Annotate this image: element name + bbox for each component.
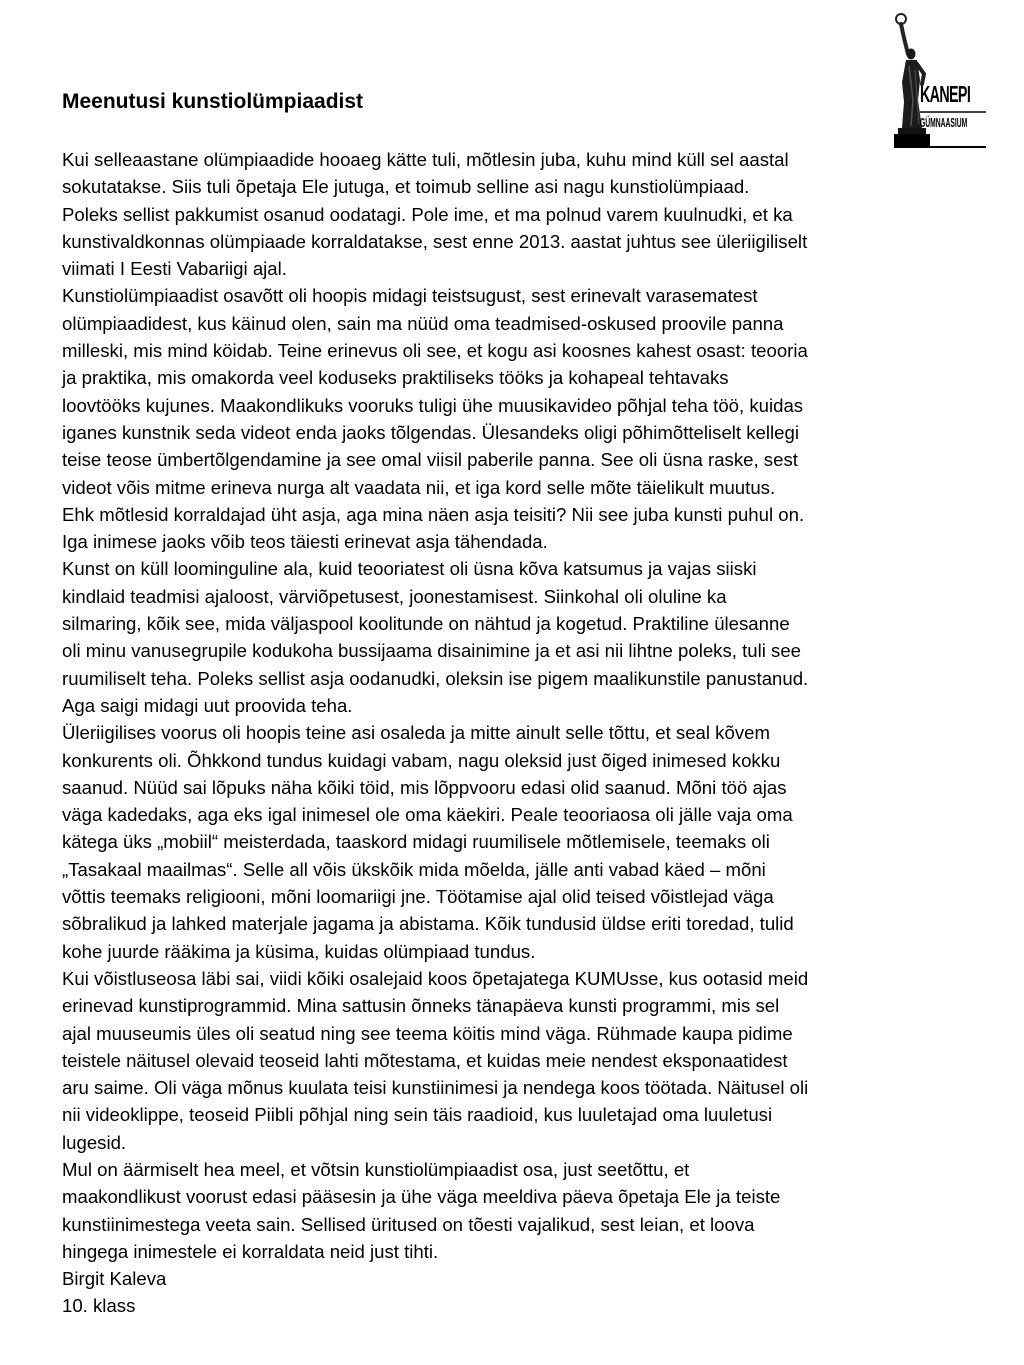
text-line: Mul on äärmiselt hea meel, et võtsin kunstiolümpiaadist osa, just seetõttu, et xyxy=(62,1158,690,1180)
text-line: kohe juurde rääkima ja küsima, kuidas olümpiaad tundus. xyxy=(62,940,536,962)
text-line: silmaring, kõik see, mida väljaspool koolitunde on nähtud ja kogetud. Praktiline ülesanne xyxy=(62,613,790,635)
text-line: „Tasakaal maailmas“. Selle all võis ükskõik mida mõelda, jälle anti vabad käed – mõni xyxy=(62,858,766,880)
text-line: 10. klass xyxy=(62,1295,136,1317)
text-line: Birgit Kaleva xyxy=(62,1268,167,1290)
text-line: Kunst on küll loominguline ala, kuid teooriatest oli üsna kõva katsumus ja vajas siiski xyxy=(62,558,757,580)
text-line: Ehk mõtlesid korraldajad üht asja, aga mina näen asja teisiti? Nii see juba kunsti puhul on. xyxy=(62,503,805,525)
logo-subtitle: GÜMNAASIUM xyxy=(920,115,968,130)
text-line: erinevad kunstiprogrammid. Mina sattusin õnneks tänapäeva kunsti programmi, mis sel xyxy=(62,995,780,1017)
text-line: kunstivaldkonnas olümpiaade korraldatakse, sest enne 2013. aastat juhtus see üleriigiliselt xyxy=(62,230,808,252)
text-line: Üleriigilises voorus oli hoopis teine asi osaleda ja mitte ainult selle tõttu, et seal kõvem xyxy=(62,722,770,744)
text-line: kätega üks „mobiil“ meisterdada, taaskord midagi ruumilisele mõtlemisele, teemaks oli xyxy=(62,831,770,853)
text-line: iganes kunstnik seda videot enda jaoks tõlgendas. Ülesandeks oligi põhimõtteliselt kellegi xyxy=(62,421,799,443)
text-line: Poleks sellist pakkumist osanud oodatagi. Pole ime, et ma polnud varem kuulnudki, et ka xyxy=(62,203,793,225)
logo-name: KANEPI xyxy=(920,81,971,107)
text-line: Iga inimese jaoks võib teos täiesti erinevat asja tähendada. xyxy=(62,531,548,553)
text-line: Kui võistluseosa läbi sai, viidi kõiki osalejaid koos õpetajatega KUMUsse, kus ootasid meid xyxy=(62,967,809,989)
text-line: hingega inimestele ei korraldata neid just tihti. xyxy=(62,1240,439,1262)
school-logo xyxy=(882,10,992,150)
article-body xyxy=(62,146,982,1320)
text-line: ruumiliselt teha. Poleks sellist asja oodanudki, oleksin ise pigem maalikunstile panustanud. xyxy=(62,667,809,689)
text-line: Aga saigi midagi uut proovida teha. xyxy=(62,694,353,716)
text-line: Kunstiolümpiaadist osavõtt oli hoopis midagi teistsugust, sest erinevalt varasematest xyxy=(62,285,758,307)
text-line: ajal muuseumis üles oli seatud ning see teema köitis mind väga. Rühmade kaupa pidime xyxy=(62,1022,793,1044)
text-line: loovtööks kujunes. Maakondlikuks vooruks tuligi ühe muusikavideo põhjal teha töö, kuidas xyxy=(62,394,804,416)
text-line: videot võis mitme erineva nurga alt vaadata nii, et iga kord selle mõte täielikult muutus. xyxy=(62,476,776,498)
text-line: oli minu vanusegrupile kodukoha bussijaama disainimine ja et asi nii lihtne poleks, tuli see xyxy=(62,640,802,662)
text-line: sokutatakse. Siis tuli õpetaja Ele jutuga, et toimub selline asi nagu kunstiolümpiaad. xyxy=(62,176,750,198)
text-line: nii videoklippe, teoseid Piibli põhjal ning sein täis raadioid, kus luuletajad oma luuletusi xyxy=(62,1104,773,1126)
text-line: sõbralikud ja lahked materjale jagama ja abistama. Kõik tundusid üldse eriti toredad, tulid xyxy=(62,913,794,935)
text-line: Kui selleaastane olümpiaadide hooaeg kätte tuli, mõtlesin juba, kuhu mind küll sel aastal xyxy=(62,149,789,170)
page-title: Meenutusi kunstiolümpiaadist xyxy=(62,90,364,113)
text-line: teistele näitusel olevaid teoseid lahti mõtestama, et kuidas meie nendest eksponaatidest xyxy=(62,1049,788,1071)
text-line: võttis teemaks religiooni, mõni loomariigi jne. Töötamise ajal olid teised võistlejad väga xyxy=(62,886,774,908)
text-line: ja praktika, mis omakorda veel koduseks praktiliseks tööks ja kohapeal tehtavaks xyxy=(62,367,729,389)
text-line: maakondlikust voorust edasi pääsesin ja ühe väga meeldiva päeva õpetaja Ele ja teiste xyxy=(62,1186,781,1208)
text-line: viimati I Eesti Vabariigi ajal. xyxy=(62,258,287,280)
text-line: kindlaid teadmisi ajaloost, värviõpetusest, joonestamisest. Siinkohal oli oluline ka xyxy=(62,585,727,607)
text-line: aru saime. Oli väga mõnus kuulata teisi kunstiinimesi ja nendega koos töötada. Näitusel oli xyxy=(62,1077,809,1099)
text-line: lugesid. xyxy=(62,1131,127,1153)
text-line: teise teose ümbertõlgendamine ja see omal viisil paberile panna. See oli üsna raske, sest xyxy=(62,449,798,471)
text-line: milleski, mis mind köidab. Teine erinevus oli see, et kogu asi koosnes kahest osast: teooria xyxy=(62,340,808,362)
text-line: konkurents oli. Õhkkond tundus kuidagi vabam, nagu oleksid just õiged inimesed kokku xyxy=(62,749,781,771)
text-line: saanud. Nüüd sai lõpuks näha kõiki töid, mis lõppvooru edasi olid saanud. Mõni töö ajas xyxy=(62,776,787,798)
text-line: olümpiaadidest, kus käinud olen, sain ma nüüd oma teadmised-oskused proovile panna xyxy=(62,312,784,334)
text-line: kunstiinimestega veeta sain. Sellised üritused on tõesti vajalikud, sest leian, et loova xyxy=(62,1213,755,1235)
text-line: väga kadedaks, aga eks igal inimesel ole oma käekiri. Peale teooriaosa oli jälle vaja oma xyxy=(62,804,793,826)
